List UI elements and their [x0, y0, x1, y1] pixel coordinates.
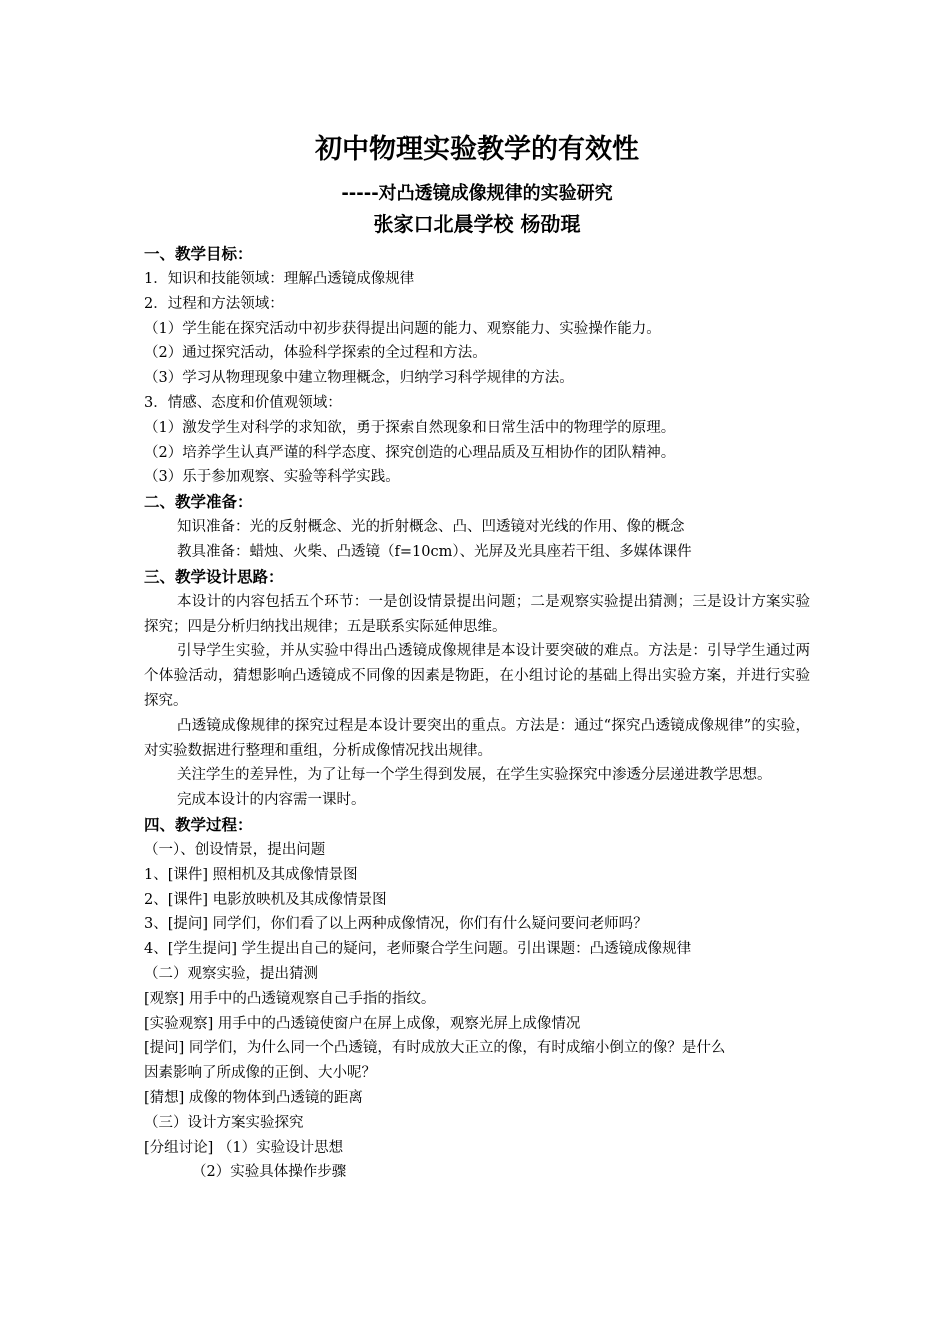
process-line: [观察] 用手中的凸透镜观察自己手指的指纹。	[144, 990, 436, 1007]
design-paragraph: 引导学生实验，并从实验中得出凸透镜成像规律是本设计要突破的难点。方法是：引导学生通过两个体验活动，猜想影响凸透镜成不同像的因素是物距，在小组讨论的基础上得出实验方案，并进行实验探究。	[144, 643, 810, 709]
section-heading-process: 四、教学过程：	[144, 815, 253, 834]
process-line: [猜想] 成像的物体到凸透镜的距离	[144, 1089, 363, 1106]
goal-line: 2．过程和方法领域：	[144, 295, 284, 312]
design-paragraph: 凸透镜成像规律的探究过程是本设计要突出的重点。方法是：通过“探究凸透镜成像规律”的实验，对实验数据进行整理和重组，分析成像情况找出规律。	[144, 717, 810, 759]
preparation-line: 知识准备：光的反射概念、光的折射概念、凸、凹透镜对光线的作用、像的概念	[177, 519, 685, 536]
goal-line: （1）激发学生对科学的求知欲，勇于探索自然现象和日常生活中的物理学的原理。	[144, 419, 676, 436]
process-line: 2、[课件] 电影放映机及其成像情景图	[144, 891, 387, 908]
section-heading-design: 三、教学设计思路：	[144, 567, 284, 586]
goal-line: 3．情感、态度和价值观领域：	[144, 394, 342, 411]
goal-line: （1）学生能在探究活动中初步获得提出问题的能力、观察能力、实验操作能力。	[144, 320, 661, 337]
process-line: [分组讨论] （1）实验设计思想	[144, 1139, 344, 1156]
document-body	[144, 128, 810, 1185]
process-line: [提问] 同学们，为什么同一个凸透镜，有时成放大正立的像，有时成缩小倒立的像？是什么	[144, 1040, 726, 1057]
goal-line: （3）学习从物理现象中建立物理概念，归纳学习科学规律的方法。	[144, 370, 574, 387]
section-heading-goals: 一、教学目标：	[144, 245, 253, 263]
goal-line: （2）培养学生认真严谨的科学态度、探究创造的心理品质及互相协作的团队精神。	[144, 444, 676, 461]
goal-line: （3）乐于参加观察、实验等科学实践。	[144, 469, 400, 486]
process-subheading: （三）设计方案实验探究	[144, 1114, 304, 1131]
goal-line: （2）通过探究活动，体验科学探索的全过程和方法。	[144, 345, 487, 362]
document-title: 初中物理实验教学的有效性	[315, 134, 639, 165]
process-line: （2）实验具体操作步骤	[192, 1164, 347, 1181]
process-line: [实验观察] 用手中的凸透镜使窗户在屏上成像，观察光屏上成像情况	[144, 1015, 581, 1032]
section-heading-preparation: 二、教学准备：	[144, 493, 253, 512]
design-paragraph: 完成本设计的内容需一课时。	[177, 792, 366, 809]
process-line: 1、[课件] 照相机及其成像情景图	[144, 866, 358, 883]
process-line: 因素影响了所成像的正倒、大小呢？	[144, 1065, 376, 1082]
design-paragraph: 关注学生的差异性，为了让每一个学生得到发展，在学生实验探究中渗透分层递进教学思想。	[177, 767, 772, 784]
process-subheading: （一）、创设情景，提出问题	[144, 841, 326, 858]
preparation-line: 教具准备：蜡烛、火柴、凸透镜（f=10cm）、光屏及光具座若干组、多媒体课件	[177, 543, 692, 560]
document-subtitle: -----对凸透镜成像规律的实验研究	[341, 183, 613, 204]
goal-line: 1．知识和技能领域：理解凸透镜成像规律	[144, 271, 415, 287]
process-line: 4、[学生提问] 学生提出自己的疑问，老师聚合学生问题。引出课题：凸透镜成像规律	[144, 941, 692, 958]
process-line: 3、[提问] 同学们，你们看了以上两种成像情况，你们有什么疑问要问老师吗？	[144, 916, 648, 933]
process-subheading: （二）观察实验，提出猜测	[144, 965, 318, 982]
author-line: 张家口北晨学校 杨劭琨	[373, 212, 581, 236]
design-paragraph: 本设计的内容包括五个环节：一是创设情景提出问题；二是观察实验提出猜测；三是设计方案实验探究；四是分析归纳找出规律；五是联系实际延伸思维。	[144, 593, 810, 635]
